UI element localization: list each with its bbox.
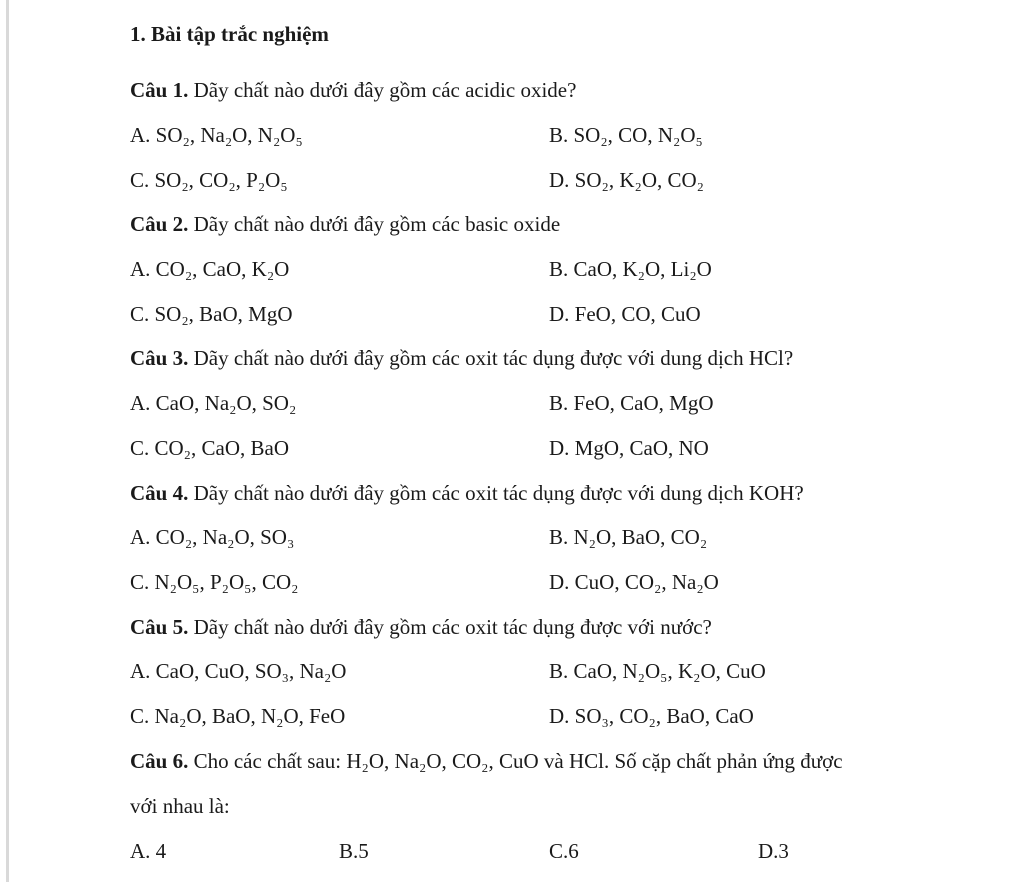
question-6-continuation: với nhau là:: [130, 794, 230, 818]
question-1-option-b: B. SO₂, CO, N₂O₅: [549, 123, 703, 147]
document-page: [6, 0, 1024, 882]
question-label: Câu 6.: [130, 749, 189, 773]
question-2-option-c: C. SO₂, BaO, MgO: [130, 302, 293, 326]
question-4: [130, 483, 804, 504]
question-6-option-c: C.6: [549, 839, 579, 863]
question-2-option-a: A. CO₂, CaO, K₂O: [130, 257, 290, 281]
section-title: 1. Bài tập trắc nghiệm: [130, 22, 329, 46]
question-text: Dãy chất nào dưới đây gồm các basic oxide: [193, 212, 561, 236]
question-5: [130, 617, 712, 638]
question-text: Dãy chất nào dưới đây gồm các acidic oxide?: [193, 78, 577, 102]
question-6-option-a: A. 4: [130, 839, 167, 863]
question-label: Câu 1.: [130, 78, 189, 102]
question-3: [130, 348, 793, 369]
question-5-option-a: A. CaO, CuO, SO₃, Na₂O: [130, 659, 347, 683]
question-1-option-d: D. SO₂, K₂O, CO₂: [549, 168, 704, 192]
question-5-option-c: C. Na₂O, BaO, N₂O, FeO: [130, 704, 346, 728]
question-1-option-a: A. SO₂, Na₂O, N₂O₅: [130, 123, 303, 147]
question-3-option-a: A. CaO, Na₂O, SO₂: [130, 391, 297, 415]
question-text: Dãy chất nào dưới đây gồm các oxit tác dụng được với dung dịch KOH?: [193, 481, 804, 505]
question-text: Cho các chất sau: H₂O, Na₂O, CO₂, CuO và HCl. Số cặp chất phản ứng được: [193, 749, 843, 773]
question-4-option-c: C. N₂O₅, P₂O₅, CO₂: [130, 570, 299, 594]
question-1-option-c: C. SO₂, CO₂, P₂O₅: [130, 168, 288, 192]
question-6: [130, 751, 843, 772]
question-4-option-b: B. N₂O, BaO, CO₂: [549, 525, 708, 549]
question-1: [130, 80, 576, 101]
question-4-option-a: A. CO₂, Na₂O, SO₃: [130, 525, 295, 549]
question-3-option-b: B. FeO, CaO, MgO: [549, 391, 714, 415]
question-3-option-c: C. CO₂, CaO, BaO: [130, 436, 289, 460]
question-2-option-b: B. CaO, K₂O, Li₂O: [549, 257, 712, 281]
question-2-option-d: D. FeO, CO, CuO: [549, 302, 701, 326]
question-5-option-d: D. SO₃, CO₂, BaO, CaO: [549, 704, 754, 728]
question-text: Dãy chất nào dưới đây gồm các oxit tác dụng được với dung dịch HCl?: [193, 346, 794, 370]
question-4-option-d: D. CuO, CO₂, Na₂O: [549, 570, 719, 594]
question-label: Câu 3.: [130, 346, 189, 370]
question-label: Câu 4.: [130, 481, 189, 505]
question-6-option-b: B.5: [339, 839, 369, 863]
question-3-option-d: D. MgO, CaO, NO: [549, 436, 709, 460]
question-label: Câu 5.: [130, 615, 189, 639]
question-text: Dãy chất nào dưới đây gồm các oxit tác dụng được với nước?: [193, 615, 712, 639]
question-5-option-b: B. CaO, N₂O₅, K₂O, CuO: [549, 659, 766, 683]
question-6-option-d: D.3: [758, 839, 789, 863]
question-2: [130, 214, 560, 235]
question-label: Câu 2.: [130, 212, 189, 236]
